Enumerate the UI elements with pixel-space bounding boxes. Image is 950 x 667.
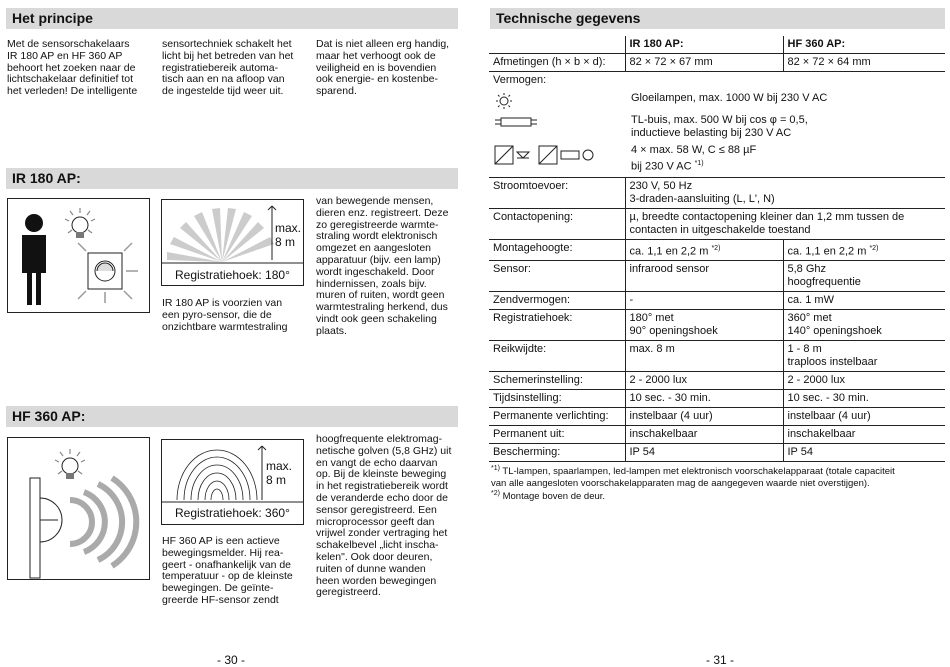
table-row	[489, 426, 945, 444]
row-label: Contactopening:	[489, 208, 625, 239]
hf-heading: HF 360 AP:	[6, 406, 458, 427]
ballast-icon	[493, 144, 593, 170]
cell-ir: ca. 1,1 en 2,2 m	[629, 245, 709, 258]
cell-hf: 10 sec. - 30 min.	[783, 390, 945, 408]
cell-ir: inschakelbaar	[625, 426, 783, 444]
row-label: Montagehoogte:	[489, 239, 625, 261]
footnote-mark: *1)	[491, 465, 500, 472]
row-label: Afmetingen (h × b × d):	[489, 54, 625, 72]
ir-text-right: van bewegende mensen, dieren enz. registreert. Deze zo geregistreerde warmte- straling wordt elektronisch omgezet en aangesloten apparatuur (bijv. een lamp) wordt ingeschakeld. Door hindernissen, zoals bijv. muren of ruiten, wordt geen warmtestraling herkend, dus vindt ook geen schakeling plaats.	[316, 195, 449, 337]
hf-waves-graphic	[8, 438, 149, 579]
ballast-spec-1: 4 × max. 58 W, C ≤ 88 µF	[631, 144, 757, 156]
cell-ir: IP 54	[625, 444, 783, 462]
bulb-icon	[55, 449, 85, 479]
cell-ir: 82 × 72 × 67 mm	[625, 54, 783, 72]
table-row	[489, 54, 945, 72]
table-row	[489, 177, 945, 208]
cell-value: 3-draden-aansluiting (L, L', N)	[629, 192, 775, 205]
footnote-mark: *2)	[491, 490, 500, 497]
spec-table	[489, 36, 945, 462]
cell-hf: ca. 1,1 en 2,2 m	[787, 245, 867, 258]
table-row	[489, 408, 945, 426]
footnote-ref: *2)	[711, 244, 721, 252]
cell-hf: 360° met	[787, 312, 832, 325]
row-label: Bescherming:	[489, 444, 625, 462]
cell-ir: 180° met	[629, 312, 674, 325]
table-row	[489, 261, 945, 292]
table-row	[489, 372, 945, 390]
footnote-1	[491, 463, 946, 490]
cell-hf: inschakelbaar	[783, 426, 945, 444]
principle-col2: sensortechniek schakelt het licht bij het betreden van het registratiebereik automa- tisch aan en na afloop van de ingestelde tijd weer uit.	[162, 38, 294, 98]
hf-range-label: max. 8 m	[266, 459, 293, 487]
table-row	[489, 444, 945, 462]
hf-text-right: hoogfrequente elektromag- netische golven (5,8 GHz) uit en vangt de echo daarvan op. Bij de kleinste beweging in het registratiebereik wordt de veranderde echo door de sensor geregistreerd. Een microprocessor geeft dan vrijwel zonder vertraging het schakelbevel „licht inscha- kelen". Ook door deuren, ruiten of dunne wanden heen worden bewegingen geregistreerd.	[316, 433, 452, 599]
row-label: Sensor:	[489, 261, 625, 292]
ballast-spec-2: bij 230 V AC	[631, 160, 692, 173]
cell-hf: IP 54	[783, 444, 945, 462]
ir-illustration	[7, 198, 150, 313]
cell-hf: 82 × 72 × 64 mm	[783, 54, 945, 72]
row-label: Vermogen:	[493, 74, 547, 86]
tube-icon	[493, 114, 593, 134]
principle-heading: Het principe	[6, 8, 458, 29]
table-row	[489, 292, 945, 310]
cell-hf: 2 - 2000 lux	[783, 372, 945, 390]
row-label: Permanente verlichting:	[489, 408, 625, 426]
table-row-capacity	[489, 72, 945, 178]
principle-col1: Met de sensorschakelaars IR 180 AP en HF 360 AP behoort het zoeken naar de lichtschakelaar definitief tot het verleden! De intelligente	[7, 38, 138, 98]
tech-heading: Technische gegevens	[490, 8, 945, 29]
ir-person-sensor-graphic	[8, 199, 149, 312]
row-label: Registratiehoek:	[489, 310, 625, 341]
bulb-spec: Gloeilampen, max. 1000 W bij 230 V AC	[631, 92, 828, 104]
col-hf-header: HF 360 AP:	[783, 36, 945, 54]
hf-illustration	[7, 437, 150, 580]
table-row	[489, 208, 945, 239]
hf-text-below: HF 360 AP is een actieve bewegingsmelder. Hij rea- geert - onafhankelijk van de temperatuur - op de kleinste bewegingen. De geïnte- greerde HF-sensor zendt	[162, 535, 293, 606]
cell-value: µ, breedte contactopening kleiner dan 1,2 mm tussen de	[629, 210, 905, 223]
page-number-left: - 30 -	[217, 653, 246, 667]
row-label: Stroomtoevoer:	[489, 177, 625, 208]
table-row	[489, 341, 945, 372]
cell-value: 230 V, 50 Hz	[629, 179, 693, 192]
cell-hf: 1 - 8 m	[787, 343, 822, 356]
cell-ir: max. 8 m	[625, 341, 783, 372]
footnote-ref: *2)	[869, 244, 879, 252]
cell-ir: -	[625, 292, 783, 310]
row-label: Permanent uit:	[489, 426, 625, 444]
row-label: Tijdsinstelling:	[489, 390, 625, 408]
footnote-text: Montage boven de deur.	[502, 491, 606, 503]
ir-heading: IR 180 AP:	[6, 168, 458, 189]
bulb-icon	[493, 92, 593, 114]
row-label: Zendvermogen:	[489, 292, 625, 310]
cell-ir: 2 - 2000 lux	[625, 372, 783, 390]
bulb-icon	[65, 208, 95, 238]
table-row	[489, 310, 945, 341]
table-row	[489, 239, 945, 261]
hf-angle-label: Registratiehoek: 360°	[175, 506, 290, 520]
footnote-ref: *1)	[694, 160, 704, 167]
table-header-row	[489, 36, 945, 54]
principle-col3: Dat is niet alleen erg handig, maar het verhoogt ook de veiligheid en is bovendien ook energie- en kostenbe- sparend.	[316, 38, 450, 98]
footnote-2	[491, 488, 946, 503]
cell-ir: 90° openingshoek	[629, 325, 718, 338]
cell-hf: hoogfrequentie	[787, 276, 861, 289]
footnote-text: TL-lampen, spaarlampen, led-lampen met elektronisch voorschakelapparaat (totale capaciteit van alle aangesloten voorschakelapparaten mag de aangegeven waarde niet overstijgen).	[491, 466, 895, 490]
cell-ir: infrarood sensor	[625, 261, 783, 292]
cell-hf: 140° openingshoek	[787, 325, 882, 338]
ir-range-label: max. 8 m	[275, 221, 302, 249]
row-label: Schemerinstelling:	[489, 372, 625, 390]
cell-value: contacten in uitgeschakelde toestand	[629, 223, 811, 236]
cell-ir: 10 sec. - 30 min.	[625, 390, 783, 408]
col-ir-header: IR 180 AP:	[625, 36, 783, 54]
cell-hf: instelbaar (4 uur)	[783, 408, 945, 426]
ir-range-diagram	[161, 199, 304, 286]
table-row	[489, 390, 945, 408]
cell-hf: ca. 1 mW	[783, 292, 945, 310]
page-number-right: - 31 -	[706, 653, 735, 667]
hf-range-diagram	[161, 439, 304, 525]
row-label: Reikwijdte:	[489, 341, 625, 372]
cell-hf: traploos instelbaar	[787, 356, 878, 369]
cell-ir: instelbaar (4 uur)	[625, 408, 783, 426]
tube-spec-2: inductieve belasting bij 230 V AC	[631, 127, 792, 139]
ir-text-below: IR 180 AP is voorzien van een pyro-sensor, die de onzichtbare warmtestraling	[162, 297, 288, 333]
cell-hf: 5,8 Ghz	[787, 263, 827, 276]
ir-angle-label: Registratiehoek: 180°	[175, 268, 290, 282]
tube-spec-1: TL-buis, max. 500 W bij cos φ = 0,5,	[631, 114, 808, 126]
